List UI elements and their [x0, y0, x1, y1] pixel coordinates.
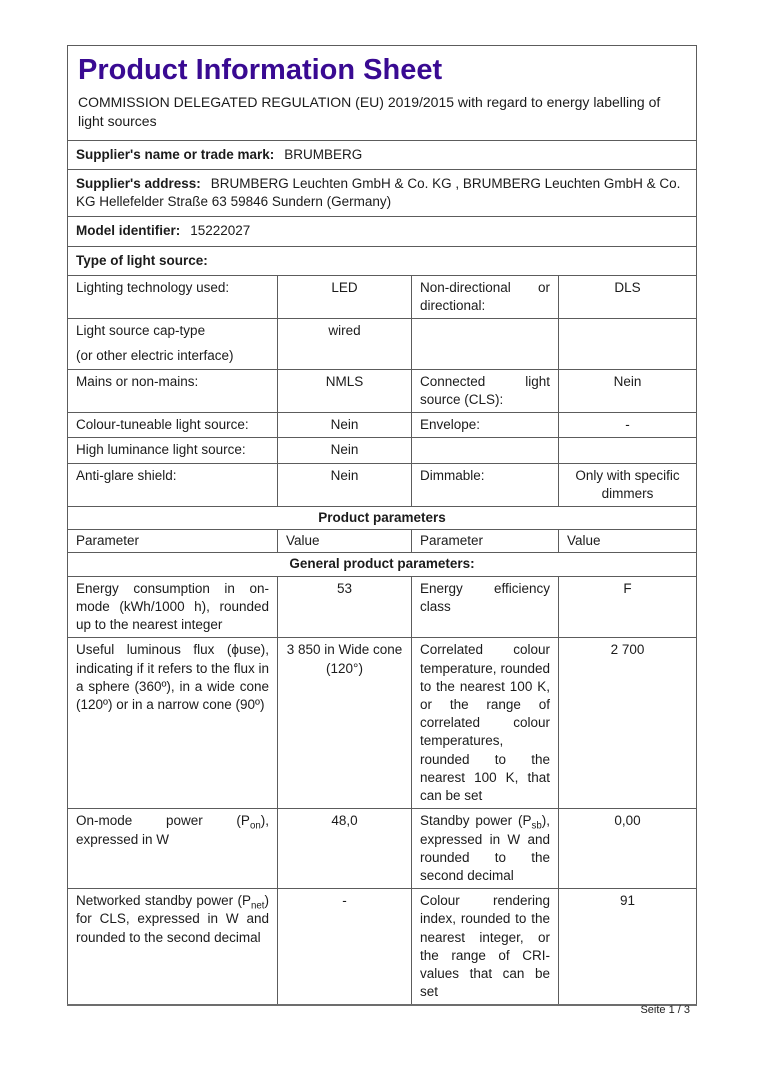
param-line-2: (or other electric interface) [76, 348, 234, 364]
param-cell: Lighting technology used: [68, 275, 278, 318]
type-heading-row [68, 246, 697, 275]
param-cell: Standby power $(P_{sb})$, expressed in W and rounded to the second decimal [412, 809, 559, 889]
param-cell: On-mode power $(P_{on})$, expressed in W [68, 809, 278, 889]
header-row [68, 46, 697, 141]
supplier-address-value: BRUMBERG Leuchten GmbH & Co. KG , BRUMBERG Leuchten GmbH & Co. KG Hellefelder Straße 63 59846 Sundern (Germany) [76, 175, 681, 210]
type-row [68, 463, 697, 506]
col-header-parameter-1: Parameter [68, 530, 278, 553]
value-cell: F [559, 576, 697, 638]
value-cell: Nein [278, 438, 412, 463]
col-header-value-2: Value [559, 530, 697, 553]
model-identifier-row [68, 217, 697, 246]
product-parameters-heading-row [68, 507, 697, 530]
value-cell: NMLS [278, 369, 412, 412]
supplier-name-cell [68, 140, 697, 169]
parameter-row [68, 638, 697, 809]
value-cell [559, 438, 697, 463]
model-identifier-label: Model identifier: [76, 223, 181, 239]
param-cell: Colour-tuneable light source: [68, 413, 278, 438]
general-parameters-heading-row [68, 553, 697, 576]
param-cell [412, 319, 559, 369]
param-cell: Correlated colour temperature, rounded to the nearest 100 K, or the range of correlated colour temperatures, rounded to the nearest 100 K, that can be set [412, 638, 559, 809]
parameter-row [68, 809, 697, 889]
param-cell: Energy consumption in on-mode (kWh/1000 h), rounded up to the nearest integer [68, 576, 278, 638]
supplier-address-cell [68, 169, 697, 216]
parameter-row [68, 576, 697, 638]
value-cell: Only with specific dimmers [559, 463, 697, 506]
type-row [68, 413, 697, 438]
product-information-sheet [67, 45, 696, 1006]
type-heading-label: Type of light source: [76, 252, 208, 268]
param-cell: Connected light source (CLS): [412, 369, 559, 412]
param-cell: Mains or non-mains: [68, 369, 278, 412]
type-row [68, 275, 697, 318]
value-cell [559, 319, 697, 369]
param-cell [412, 438, 559, 463]
value-cell: 91 [559, 889, 697, 1006]
model-identifier-value: 15222027 [190, 223, 251, 239]
value-cell: 48,0 [278, 809, 412, 889]
param-cell: Networked standby power $(P_{net})$ for CLS, expressed in W and rounded to the second decimal [68, 889, 278, 1006]
value-cell: - [278, 889, 412, 1006]
supplier-name-label: Supplier's name or trade mark: [76, 146, 275, 162]
type-row [68, 369, 697, 412]
param-cell: Anti-glare shield: [68, 463, 278, 506]
model-identifier-cell [68, 217, 697, 246]
value-cell: LED [278, 275, 412, 318]
param-cell: Non-directional or directional: [412, 275, 559, 318]
param-line-1: Light source cap-type [76, 323, 206, 339]
value-cell: 0,00 [559, 809, 697, 889]
value-cell: wired [278, 319, 412, 369]
product-parameters-heading: Product parameters [68, 507, 697, 530]
col-header-value-1: Value [278, 530, 412, 553]
regulation-subtitle: COMMISSION DELEGATED REGULATION (EU) 2019/2015 with regard to energy labelling of light sources [78, 94, 661, 129]
value-cell: Nein [278, 413, 412, 438]
value-cell: Nein [559, 369, 697, 412]
general-parameters-heading: General product parameters: [68, 553, 697, 576]
parameter-row [68, 889, 697, 1006]
page-title: Product Information Sheet [78, 54, 443, 86]
type-heading-cell [68, 246, 697, 275]
value-cell: DLS [559, 275, 697, 318]
column-header-row [68, 530, 697, 553]
supplier-address-row [68, 169, 697, 216]
type-row [68, 319, 697, 369]
param-cell: Envelope: [412, 413, 559, 438]
col-header-parameter-2: Parameter [412, 530, 559, 553]
page-number: Seite 1 / 3 [640, 1004, 690, 1016]
value-cell: Nein [278, 463, 412, 506]
value-cell: 3 850 in Wide cone (120°) [278, 638, 412, 809]
product-info-table [67, 45, 697, 1006]
supplier-name-value: BRUMBERG [284, 146, 363, 162]
param-cell: Energy efficiency class [412, 576, 559, 638]
param-cell [68, 319, 278, 369]
param-cell: Useful luminous flux (ϕuse), indicating if it refers to the flux in a sphere (360º), in a wide cone (120º) or in a narrow cone (90º) [68, 638, 278, 809]
param-cell: Dimmable: [412, 463, 559, 506]
value-cell: - [559, 413, 697, 438]
supplier-name-row [68, 140, 697, 169]
value-cell: 2 700 [559, 638, 697, 809]
value-cell: 53 [278, 576, 412, 638]
param-cell: High luminance light source: [68, 438, 278, 463]
supplier-address-label: Supplier's address: [76, 175, 201, 191]
header-cell [68, 46, 697, 141]
param-cell: Colour rendering index, rounded to the nearest integer, or the range of CRI-values that can be set [412, 889, 559, 1006]
type-row [68, 438, 697, 463]
